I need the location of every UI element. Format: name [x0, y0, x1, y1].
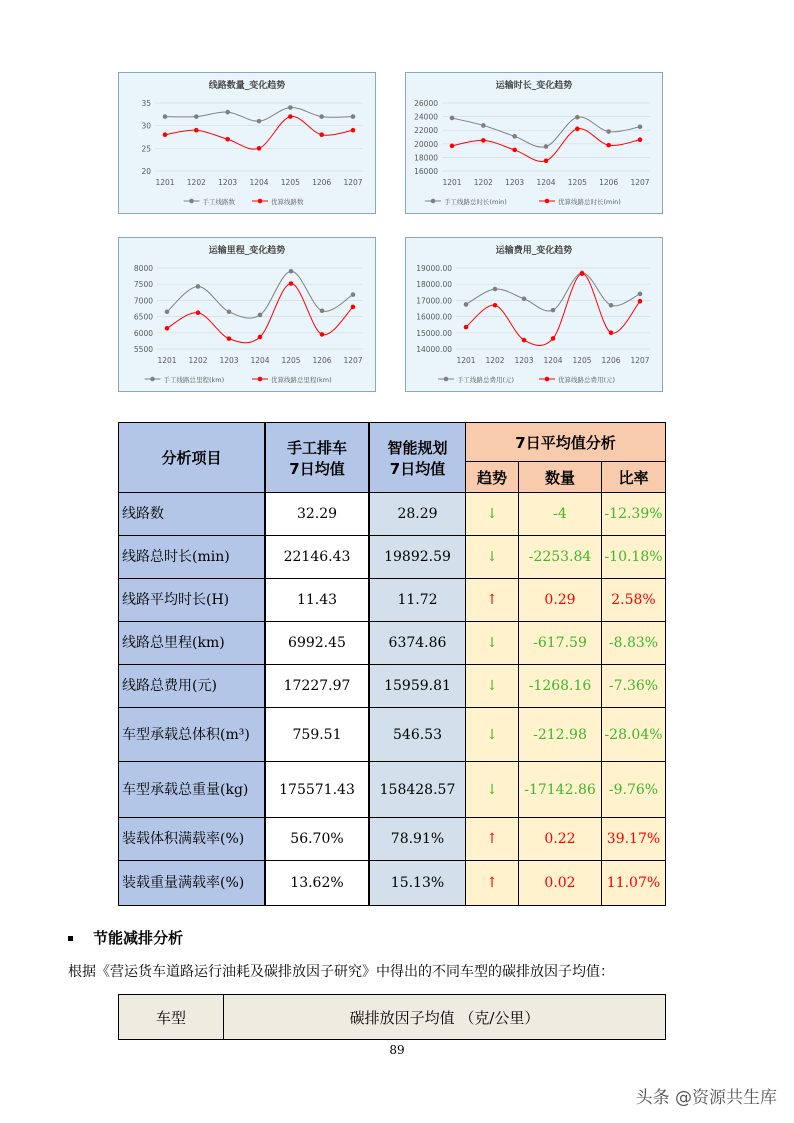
- y-tick-label: 8000: [133, 264, 153, 273]
- x-tick-label: 1201: [155, 178, 175, 187]
- series-line: [167, 271, 353, 318]
- row-manual-avg: [265, 665, 369, 708]
- header-item: 分析项目: [119, 423, 266, 493]
- legend-label: 手工线路总里程(km): [163, 376, 225, 384]
- legend-dot-marker: [150, 377, 155, 382]
- row-ratio-text: -9.76%: [608, 781, 659, 798]
- row-item: [119, 579, 266, 622]
- y-tick-label: 17000.00: [416, 296, 452, 306]
- data-point: [575, 127, 580, 132]
- row-smart-avg-text: 546.53: [393, 726, 442, 743]
- row-item-text: 线路平均时长(H): [122, 592, 230, 608]
- data-point: [522, 296, 527, 301]
- row-trend-arrow: [466, 708, 519, 762]
- legend-dot-marker: [444, 377, 449, 382]
- row-count-text: 0.22: [544, 831, 576, 847]
- header-manual-line2: 7日均值: [289, 459, 345, 478]
- y-tick-label: 7000: [133, 296, 153, 306]
- section-heading: [68, 927, 183, 948]
- row-manual-avg-text: 22146.43: [283, 549, 351, 565]
- data-point: [544, 159, 549, 164]
- x-tick-label: 1204: [543, 356, 563, 365]
- row-trend-arrow-text: ↑: [486, 831, 498, 847]
- data-point: [606, 129, 611, 134]
- data-point: [493, 287, 498, 292]
- row-manual-avg: [265, 762, 369, 818]
- data-point: [464, 325, 469, 330]
- data-point: [227, 336, 232, 341]
- chart-transport-mileage: [118, 237, 376, 392]
- x-tick-label: 1207: [343, 178, 363, 187]
- row-smart-avg: [369, 762, 466, 818]
- row-smart-avg: [369, 861, 466, 906]
- row-ratio-text: -8.83%: [608, 635, 659, 651]
- table-row: [119, 708, 666, 762]
- emission-header-vehicle-type: 车型: [119, 995, 224, 1040]
- x-tick-label: 1206: [599, 178, 619, 187]
- bullet-icon: [68, 936, 73, 941]
- row-item: [119, 536, 266, 579]
- data-point: [320, 332, 325, 337]
- data-point: [551, 308, 556, 313]
- row-smart-avg: [369, 493, 466, 536]
- row-item: [119, 762, 266, 818]
- x-tick-label: 1201: [456, 356, 476, 365]
- intro-paragraph: 根据《营运货车道路运行油耗及碳排放因子研究》中得出的不同车型的碳排放因子均值：: [68, 964, 614, 980]
- legend-label: 优算线路总时长(min): [558, 198, 621, 206]
- row-smart-avg-text: 15.13%: [390, 875, 445, 891]
- data-point: [257, 146, 262, 151]
- data-point: [319, 132, 324, 137]
- row-manual-avg: [265, 818, 369, 861]
- header-smart-line2: 7日均值: [389, 459, 446, 478]
- x-tick-label: 1201: [157, 356, 177, 365]
- legend-dot-marker: [545, 199, 550, 204]
- data-point: [258, 313, 263, 318]
- legend-dot-marker: [258, 199, 263, 204]
- legend-label: 优算线路数: [271, 198, 304, 206]
- table-row: [119, 665, 666, 708]
- data-point: [493, 303, 498, 308]
- row-ratio: [602, 818, 666, 861]
- chart-transport-duration: [405, 72, 663, 214]
- table-row: [119, 861, 666, 906]
- chart-svg: [119, 238, 375, 391]
- row-manual-avg-text: 56.70%: [290, 831, 344, 847]
- x-tick-label: 1202: [485, 356, 505, 365]
- data-point: [580, 271, 585, 276]
- row-manual-avg-text: 13.62%: [290, 875, 344, 891]
- x-tick-label: 1206: [312, 178, 332, 187]
- data-point: [575, 115, 580, 120]
- data-point: [163, 114, 168, 119]
- row-smart-avg: [369, 708, 466, 762]
- row-item: [119, 818, 266, 861]
- row-item: [119, 665, 266, 708]
- row-manual-avg: [265, 493, 369, 536]
- x-tick-label: 1205: [572, 356, 592, 365]
- row-trend-arrow-text: ↓: [486, 781, 498, 798]
- row-ratio: [602, 536, 666, 579]
- data-point: [289, 269, 294, 274]
- chart-title: 运输时长_变化趋势: [495, 81, 573, 91]
- row-item-text: 线路总时长(min): [122, 549, 230, 565]
- header-ratio: 比率: [602, 462, 666, 493]
- row-count: [519, 622, 602, 665]
- data-point: [165, 326, 170, 331]
- x-tick-label: 1204: [536, 178, 556, 187]
- y-tick-label: 25: [141, 144, 151, 154]
- data-point: [320, 308, 325, 313]
- row-smart-avg-text: 78.91%: [390, 831, 445, 847]
- row-count: [519, 861, 602, 906]
- row-trend-arrow-text: ↓: [486, 726, 498, 743]
- y-tick-label: 19000.00: [416, 264, 452, 273]
- x-tick-label: 1203: [505, 178, 525, 187]
- data-point: [522, 338, 527, 343]
- x-tick-label: 1207: [630, 178, 650, 187]
- data-point: [464, 302, 469, 307]
- y-tick-label: 20000: [414, 139, 438, 149]
- row-trend-arrow-text: ↓: [486, 506, 498, 522]
- x-tick-label: 1203: [218, 178, 238, 187]
- data-point: [450, 144, 455, 149]
- row-ratio: [602, 579, 666, 622]
- data-point: [196, 310, 201, 315]
- data-point: [258, 335, 263, 340]
- row-trend-arrow-text: ↓: [486, 635, 498, 651]
- row-item: [119, 861, 266, 906]
- row-ratio-text: -7.36%: [608, 678, 659, 694]
- row-item-text: 装载重量满载率(%): [122, 875, 245, 891]
- legend-label: 优算线路总费用(元): [558, 376, 616, 384]
- row-ratio-text: -28.04%: [604, 726, 663, 743]
- data-point: [638, 299, 643, 304]
- row-count: [519, 665, 602, 708]
- row-manual-avg-text: 759.51: [292, 726, 342, 743]
- row-count-text: 0.29: [544, 592, 576, 608]
- chart-title: 运输费用_变化趋势: [495, 246, 573, 256]
- x-tick-label: 1207: [630, 356, 650, 365]
- row-smart-avg-text: 6374.86: [388, 635, 447, 651]
- series-line: [452, 117, 640, 147]
- chart-svg: [406, 238, 662, 391]
- data-point: [289, 281, 294, 286]
- legend-label: 优算线路总里程(km): [271, 376, 332, 384]
- row-count: [519, 536, 602, 579]
- row-item-text: 装载体积满载率(%): [122, 831, 245, 847]
- row-smart-avg-text: 28.29: [397, 506, 438, 522]
- row-ratio-text: 2.58%: [611, 592, 656, 608]
- data-point: [225, 137, 230, 142]
- row-smart-avg: [369, 579, 466, 622]
- data-point: [319, 114, 324, 119]
- legend-dot-marker: [258, 377, 263, 382]
- row-manual-avg: [265, 708, 369, 762]
- row-manual-avg-text: 32.29: [296, 506, 338, 522]
- row-smart-avg-text: 19892.59: [384, 549, 451, 565]
- row-ratio-text: -12.39%: [604, 506, 663, 522]
- header-manual-line1: 手工排车: [286, 438, 347, 457]
- row-count: [519, 708, 602, 762]
- row-manual-avg: [265, 861, 369, 906]
- row-ratio-text: 11.07%: [606, 875, 661, 891]
- row-smart-avg-text: 11.72: [397, 592, 438, 608]
- row-count-text: -212.98: [533, 726, 587, 743]
- row-trend-arrow: [466, 579, 519, 622]
- data-point: [194, 114, 199, 119]
- data-point: [288, 105, 293, 110]
- row-item-text: 线路总费用(元): [122, 678, 217, 694]
- table-row: [119, 493, 666, 536]
- y-tick-label: 20: [141, 167, 151, 176]
- data-point: [609, 303, 614, 308]
- legend-dot-marker: [545, 377, 550, 382]
- header-trend: 趋势: [466, 462, 519, 493]
- x-tick-label: 1205: [281, 356, 301, 365]
- data-point: [227, 309, 232, 314]
- row-smart-avg-text: 15959.81: [384, 678, 451, 694]
- data-point: [165, 309, 170, 314]
- x-tick-label: 1202: [473, 178, 493, 187]
- row-ratio: [602, 861, 666, 906]
- row-manual-avg-text: 17227.97: [283, 678, 351, 694]
- row-manual-avg-text: 175571.43: [279, 781, 355, 798]
- row-ratio: [602, 665, 666, 708]
- x-tick-label: 1203: [219, 356, 239, 365]
- row-item-text: 车型承载总体积(m³): [122, 726, 250, 743]
- data-point: [351, 305, 356, 310]
- row-manual-avg: [265, 579, 369, 622]
- data-point: [481, 123, 486, 128]
- watermark: 头条 @资源共生库: [635, 1088, 777, 1108]
- data-point: [512, 148, 517, 153]
- row-trend-arrow: [466, 665, 519, 708]
- analysis-table: [118, 422, 666, 906]
- y-tick-label: 30: [141, 121, 151, 131]
- data-point: [481, 138, 486, 143]
- row-ratio: [602, 708, 666, 762]
- data-point: [163, 132, 168, 137]
- y-tick-label: 22000: [414, 126, 438, 136]
- y-tick-label: 5500: [133, 345, 153, 354]
- row-smart-avg: [369, 622, 466, 665]
- row-smart-avg: [369, 818, 466, 861]
- x-tick-label: 1206: [601, 356, 621, 365]
- header-count: 数量: [519, 462, 602, 493]
- data-point: [351, 292, 356, 297]
- data-point: [638, 125, 643, 130]
- row-item: [119, 622, 266, 665]
- data-point: [512, 134, 517, 139]
- table-row: [119, 622, 666, 665]
- row-count: [519, 762, 602, 818]
- row-item: [119, 708, 266, 762]
- data-point: [194, 128, 199, 133]
- row-count-text: -17142.86: [524, 781, 596, 798]
- legend-label: 手工线路总时长(min): [444, 198, 507, 206]
- y-tick-label: 6500: [133, 312, 153, 322]
- row-count: [519, 818, 602, 861]
- row-item-text: 车型承载总重量(kg): [122, 781, 249, 798]
- x-tick-label: 1204: [249, 178, 269, 187]
- legend-dot-marker: [431, 199, 436, 204]
- header-avg-group: 7日平均值分析: [466, 423, 666, 462]
- row-trend-arrow: [466, 536, 519, 579]
- row-item-text: 线路数: [122, 506, 164, 522]
- chart-route-count: [118, 72, 376, 214]
- y-tick-label: 26000: [414, 99, 438, 108]
- header-manual: [265, 423, 369, 493]
- row-count-text: -4: [553, 506, 567, 522]
- y-tick-label: 18000: [414, 153, 438, 163]
- chart-title: 线路数量_变化趋势: [208, 81, 286, 91]
- legend-label: 手工线路数: [202, 198, 235, 206]
- x-tick-label: 1202: [188, 356, 208, 365]
- x-tick-label: 1204: [250, 356, 270, 365]
- row-ratio: [602, 493, 666, 536]
- emission-header-factor: 碳排放因子均值 （克/公里）: [224, 995, 666, 1040]
- x-tick-label: 1201: [442, 178, 462, 187]
- data-point: [638, 292, 643, 297]
- chart-svg: [406, 73, 662, 213]
- y-tick-label: 35: [141, 99, 151, 108]
- row-trend-arrow: [466, 818, 519, 861]
- table-row: [119, 536, 666, 579]
- table-row: [119, 579, 666, 622]
- chart-svg: [119, 73, 375, 213]
- row-trend-arrow: [466, 861, 519, 906]
- y-tick-label: 16000: [414, 167, 438, 176]
- header-smart-line1: 智能规划: [387, 438, 448, 457]
- row-count: [519, 493, 602, 536]
- row-trend-arrow-text: ↑: [486, 875, 498, 891]
- row-trend-arrow-text: ↓: [486, 549, 498, 565]
- data-point: [544, 144, 549, 149]
- row-item: [119, 493, 266, 536]
- legend-label: 手工线路总费用(元): [457, 376, 515, 384]
- row-manual-avg-text: 6992.45: [288, 635, 346, 651]
- legend-dot-marker: [189, 199, 194, 204]
- data-point: [609, 331, 614, 336]
- y-tick-label: 6000: [133, 328, 153, 338]
- x-tick-label: 1205: [567, 178, 587, 187]
- row-count-text: 0.02: [544, 875, 576, 891]
- emission-factor-table: [118, 994, 666, 1040]
- chart-transport-cost: [405, 237, 663, 392]
- row-count-text: -2253.84: [528, 549, 592, 565]
- y-tick-label: 18000.00: [416, 280, 452, 290]
- data-point: [638, 137, 643, 142]
- analysis-table-body: [119, 493, 666, 906]
- row-smart-avg: [369, 536, 466, 579]
- header-smart: [369, 423, 466, 493]
- row-trend-arrow-text: ↑: [486, 592, 498, 608]
- row-manual-avg: [265, 536, 369, 579]
- row-trend-arrow: [466, 762, 519, 818]
- data-point: [606, 143, 611, 148]
- x-tick-label: 1205: [280, 178, 300, 187]
- row-item-text: 线路总里程(km): [122, 635, 225, 651]
- data-point: [351, 114, 356, 119]
- row-count-text: -1268.16: [528, 678, 592, 694]
- data-point: [551, 336, 556, 341]
- row-ratio-text: 39.17%: [606, 831, 661, 847]
- row-trend-arrow-text: ↓: [486, 678, 498, 694]
- y-tick-label: 14000.00: [416, 345, 452, 354]
- x-tick-label: 1202: [186, 178, 206, 187]
- table-row: [119, 818, 666, 861]
- y-tick-label: 7500: [133, 280, 153, 290]
- row-trend-arrow: [466, 622, 519, 665]
- row-count: [519, 579, 602, 622]
- row-smart-avg-text: 158428.57: [379, 781, 456, 798]
- chart-title: 运输里程_变化趋势: [208, 246, 286, 256]
- data-point: [288, 114, 293, 119]
- row-smart-avg: [369, 665, 466, 708]
- data-point: [450, 116, 455, 121]
- row-manual-avg-text: 11.43: [296, 592, 338, 608]
- row-trend-arrow: [466, 493, 519, 536]
- row-count-text: -617.59: [533, 635, 587, 651]
- x-tick-label: 1206: [312, 356, 332, 365]
- page-number: 89: [389, 1043, 405, 1057]
- y-tick-label: 15000.00: [416, 328, 452, 338]
- data-point: [225, 110, 230, 115]
- data-point: [196, 284, 201, 289]
- section-heading-text: 节能减排分析: [93, 929, 184, 947]
- row-ratio: [602, 622, 666, 665]
- y-tick-label: 24000: [414, 112, 438, 122]
- y-tick-label: 16000.00: [416, 312, 452, 322]
- data-point: [351, 128, 356, 133]
- row-manual-avg: [265, 622, 369, 665]
- data-point: [257, 119, 262, 124]
- x-tick-label: 1203: [514, 356, 534, 365]
- x-tick-label: 1207: [343, 356, 363, 365]
- row-ratio-text: -10.18%: [604, 549, 663, 565]
- row-ratio: [602, 762, 666, 818]
- table-row: [119, 762, 666, 818]
